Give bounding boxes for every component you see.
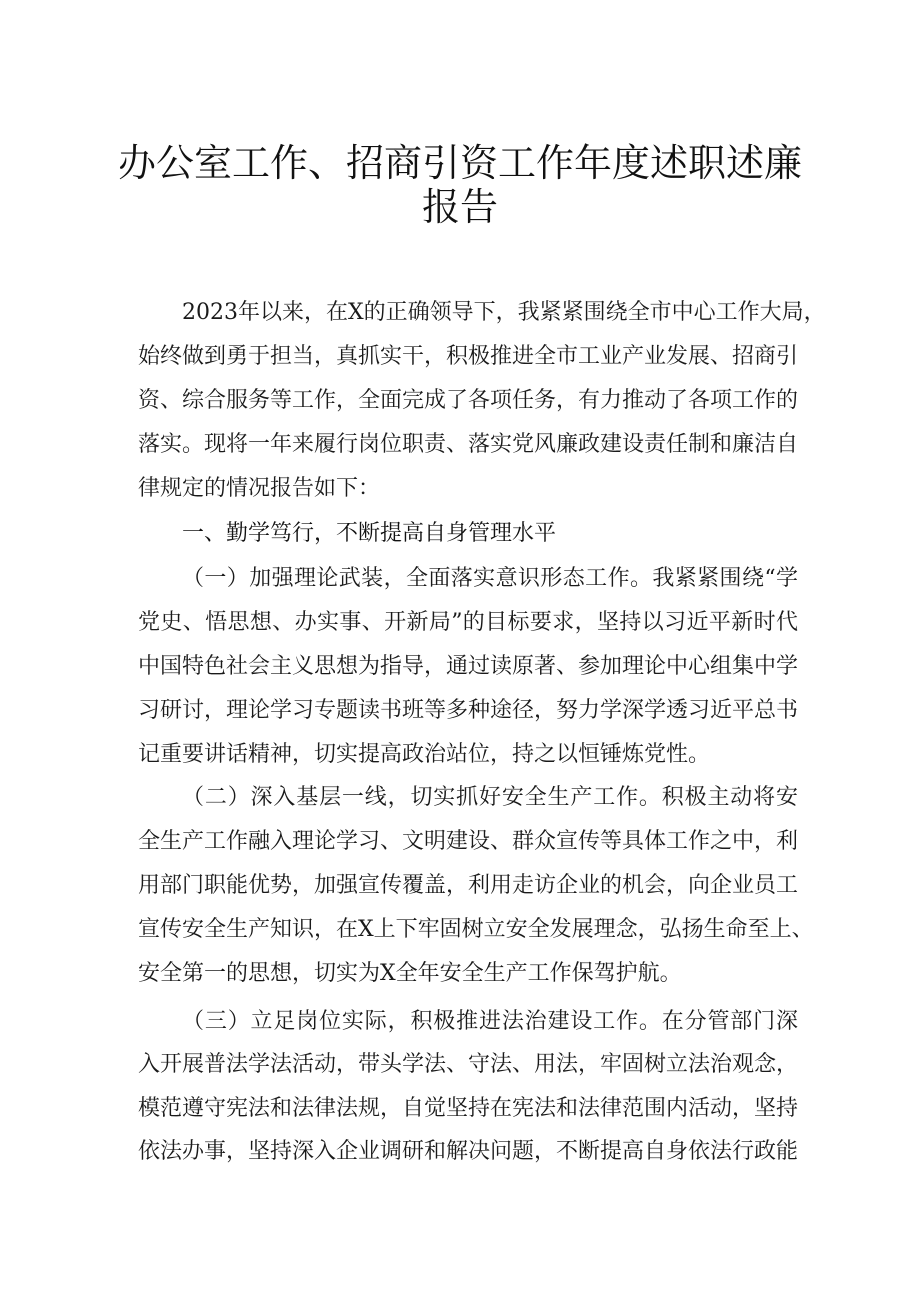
- paragraph-line: （二）深入基层一线，切实抓好安全生产工作。积极主动将安: [182, 785, 798, 810]
- intro-line: 2023年以来，在X的正确领导下，我紧紧围绕全市中心工作大局，: [182, 300, 826, 325]
- paragraph-line: 党史、悟思想、办实事、开新局”的目标要求，坚持以习近平新时代: [138, 610, 798, 635]
- paragraph-line: 宣传安全生产知识，在X上下牢固树立安全发展理念，弘扬生命至上、: [138, 917, 814, 942]
- intro-line: 律规定的情况报告如下：: [138, 476, 381, 501]
- paragraph-line: 中国特色社会主义思想为指导，通过读原著、参加理论中心组集中学: [138, 654, 799, 679]
- paragraph-line: 全生产工作融入理论学习、文明建设、群众宣传等具体工作之中，利: [138, 829, 799, 854]
- section-heading: 一、勤学笃行，不断提高自身管理水平: [182, 521, 557, 546]
- paragraph-line: 习研讨，理论学习专题读书班等多种途径，努力学深学透习近平总书: [138, 698, 799, 723]
- paragraph-line: 入开展普法学法活动，带头学法、守法、用法，牢固树立法治观念，: [138, 1052, 799, 1077]
- paragraph-line: 安全第一的思想，切实为X全年安全生产工作保驾护航。: [138, 961, 682, 986]
- intro-line: 资、综合服务等工作，全面完成了各项任务，有力推动了各项工作的: [138, 388, 799, 413]
- paragraph-line: 依法办事，坚持深入企业调研和解决问题，不断提高自身依法行政能: [138, 1139, 799, 1164]
- intro-line: 落实。现将一年来履行岗位职责、落实党风廉政建设责任制和廉洁自: [138, 432, 799, 457]
- document-title-line-1: 办公室工作、招商引资工作年度述职述廉: [117, 141, 802, 185]
- document-title-line-2: 报告: [421, 185, 498, 229]
- paragraph-line: 用部门职能优势，加强宣传覆盖，利用走访企业的机会，向企业员工: [138, 873, 799, 898]
- paragraph-line: （一）加强理论武装，全面落实意识形态工作。我紧紧围绕“学: [182, 566, 798, 591]
- paragraph-line: （三）立足岗位实际，积极推进法治建设工作。在分管部门深: [182, 1009, 798, 1034]
- intro-line: 始终做到勇于担当，真抓实干，积极推进全市工业产业发展、招商引: [138, 344, 799, 369]
- paragraph-line: 记重要讲话精神，切实提高政治站位，持之以恒锤炼党性。: [138, 742, 711, 767]
- paragraph-line: 模范遵守宪法和法律法规，自觉坚持在宪法和法律范围内活动，坚持: [138, 1096, 799, 1121]
